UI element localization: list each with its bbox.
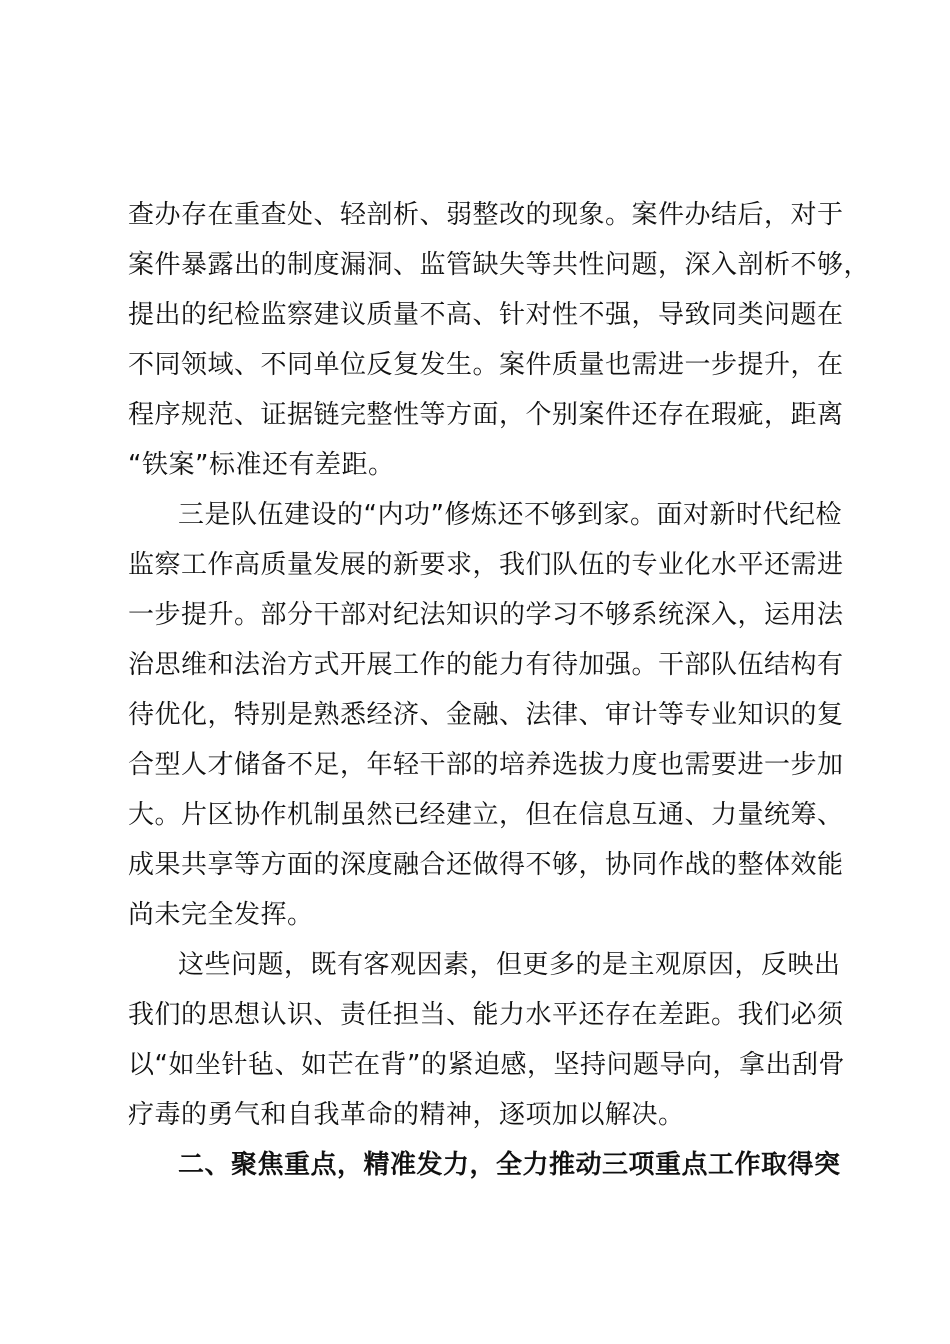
text-line: 尚未完全发挥。 [128, 900, 314, 930]
text-line: 治思维和法治方式开展工作的能力有待加强。干部队伍结构有 [128, 650, 844, 680]
text-line: 三是队伍建设的“内功”修炼还不够到家。面对新时代纪检 [178, 500, 842, 530]
text-line: 我们的思想认识、责任担当、能力水平还存在差距。我们必须 [128, 1000, 844, 1030]
text-line: 一步提升。部分干部对纪法知识的学习不够系统深入，运用法 [128, 600, 844, 630]
paragraph-case-handling [128, 190, 871, 490]
paragraph-summary [128, 940, 845, 1140]
document-body [128, 190, 871, 1190]
text-line: 这些问题，既有客观因素，但更多的是主观原因，反映出 [178, 950, 841, 980]
text-line: 以“如坐针毡、如芒在背”的紧迫感，坚持问题导向，拿出刮骨 [128, 1050, 845, 1080]
text-line: 案件暴露出的制度漏洞、监管缺失等共性问题，深入剖析不够， [128, 250, 871, 280]
text-line: 大。片区协作机制虽然已经建立，但在信息互通、力量统筹、 [128, 800, 844, 830]
text-line: 监察工作高质量发展的新要求，我们队伍的专业化水平还需进 [128, 550, 844, 580]
text-line: 查办存在重查处、轻剖析、弱整改的现象。案件办结后，对于 [128, 200, 844, 230]
section-heading [128, 1140, 841, 1190]
text-line: 程序规范、证据链完整性等方面，个别案件还存在瑕疵，距离 [128, 400, 844, 430]
text-line: “铁案”标准还有差距。 [128, 450, 395, 480]
text-line: 不同领域、不同单位反复发生。案件质量也需进一步提升，在 [128, 350, 844, 380]
paragraph-team-building [128, 490, 844, 940]
text-line: 疗毒的勇气和自我革命的精神，逐项加以解决。 [128, 1100, 685, 1130]
text-line: 待优化，特别是熟悉经济、金融、法律、审计等专业知识的复 [128, 700, 844, 730]
text-line: 合型人才储备不足，年轻干部的培养选拔力度也需要进一步加 [128, 750, 844, 780]
text-line: 提出的纪检监察建议质量不高、针对性不强，导致同类问题在 [128, 300, 844, 330]
heading-line: 二、聚焦重点，精准发力，全力推动三项重点工作取得突 [178, 1150, 841, 1180]
text-line: 成果共享等方面的深度融合还做得不够，协同作战的整体效能 [128, 850, 844, 880]
